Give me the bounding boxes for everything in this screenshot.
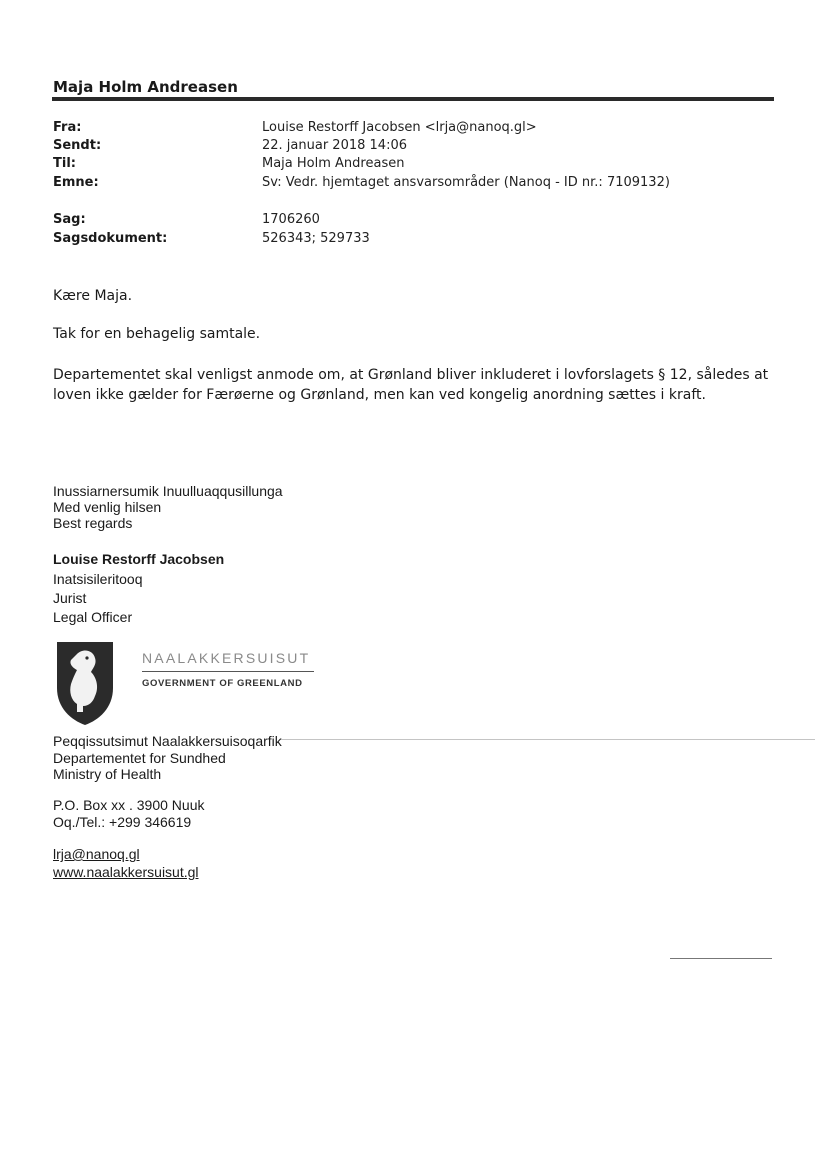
phone-number: Oq./Tel.: +299 346619 xyxy=(53,814,192,830)
footer-divider xyxy=(670,958,772,959)
case-document-value: 526343; 529733 xyxy=(262,231,370,246)
sent-label: Sendt: xyxy=(53,138,102,153)
postal-address: P.O. Box xx . 3900 Nuuk xyxy=(53,797,205,813)
to-label: Til: xyxy=(53,156,76,171)
signature-divider xyxy=(280,739,815,740)
recipient-header: Maja Holm Andreasen xyxy=(53,78,238,96)
email-link[interactable]: lrja@nanoq.gl xyxy=(53,846,140,862)
website-link[interactable]: www.naalakkersuisut.gl xyxy=(53,864,199,880)
case-label: Sag: xyxy=(53,212,86,227)
department-greenlandic: Peqqissutsimut Naalakkersuisoqarfik xyxy=(53,733,282,749)
case-document-label: Sagsdokument: xyxy=(53,231,168,246)
closing-danish: Med venlig hilsen xyxy=(53,499,162,515)
from-label: Fra: xyxy=(53,120,82,135)
subject-value: Sv: Vedr. hjemtaget ansvarsområder (Nanoq - ID nr.: 7109132) xyxy=(262,175,670,190)
case-value: 1706260 xyxy=(262,212,320,227)
to-value: Maja Holm Andreasen xyxy=(262,156,405,171)
header-divider xyxy=(52,97,774,101)
body-paragraph-2: Departementet skal venligst anmode om, at Grønland bliver inkluderet i lovforslagets § 12, således at loven ikke gælder for Færøerne og Grønland, men kan ved kongelig anordning sættes i kraft. xyxy=(53,367,769,403)
signer-title-danish: Jurist xyxy=(53,590,87,606)
logo-subtitle: GOVERNMENT OF GREENLAND xyxy=(142,678,303,689)
sent-value: 22. januar 2018 14:06 xyxy=(262,138,407,153)
greeting: Kære Maja. xyxy=(53,288,133,304)
subject-label: Emne: xyxy=(53,175,99,190)
greenland-coat-of-arms-icon xyxy=(53,640,117,726)
signer-title-english: Legal Officer xyxy=(53,609,133,625)
signer-name: Louise Restorff Jacobsen xyxy=(53,551,225,567)
closing-greenlandic: Inussiarnersumik Inuulluaqqusillunga xyxy=(53,483,283,499)
logo-divider xyxy=(142,671,314,672)
signer-title-greenlandic: Inatsisileritooq xyxy=(53,571,143,587)
department-danish: Departementet for Sundhed xyxy=(53,750,226,766)
from-value: Louise Restorff Jacobsen <lrja@nanoq.gl> xyxy=(262,120,537,135)
body-paragraph-1: Tak for en behagelig samtale. xyxy=(53,326,261,342)
closing-english: Best regards xyxy=(53,515,133,531)
logo-wordmark: NAALAKKERSUISUT xyxy=(142,650,311,666)
department-english: Ministry of Health xyxy=(53,766,162,782)
